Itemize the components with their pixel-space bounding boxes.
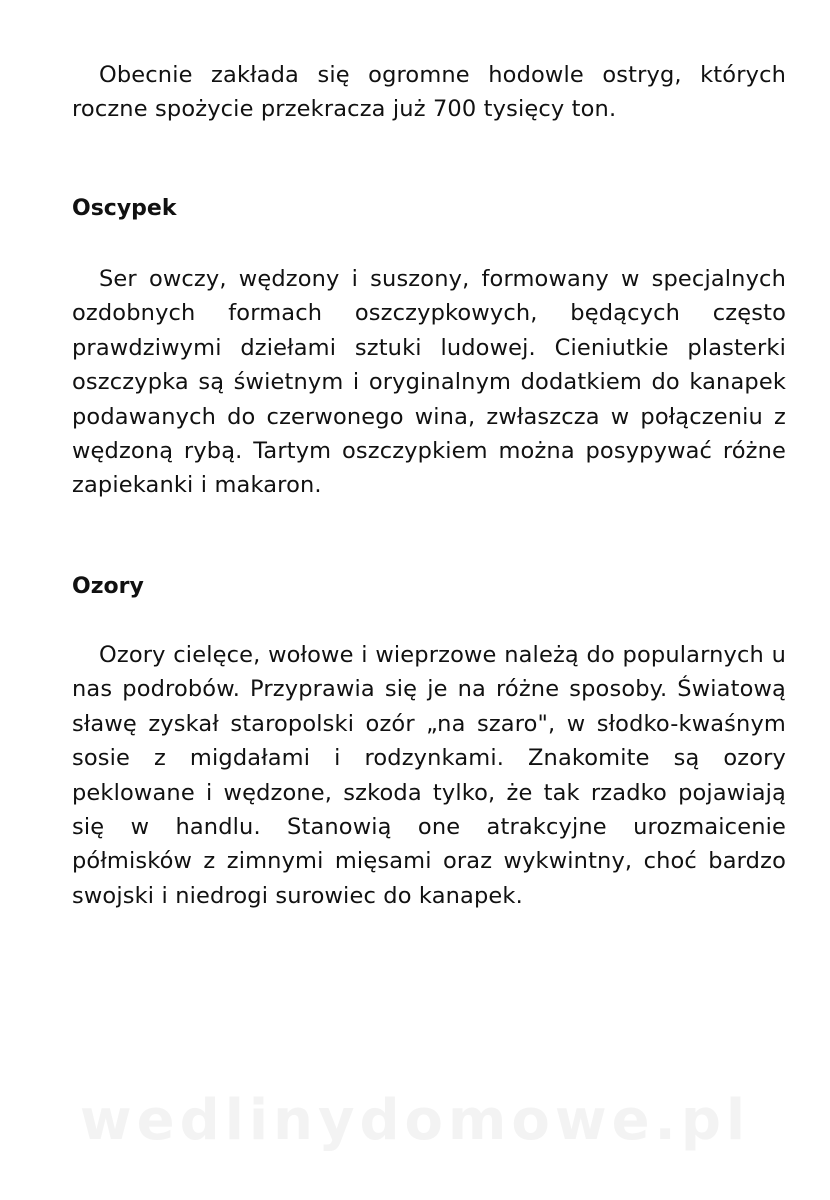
intro-paragraph: Obecnie zakłada się ogromne hodowle ostryg, których roczne spożycie przekracza już 700 tysięcy ton. — [72, 62, 786, 123]
section-heading-oscypek: Oscypek — [72, 196, 177, 221]
watermark: wedlinydomowe.pl — [79, 1088, 751, 1153]
section-heading-ozory: Ozory — [72, 574, 144, 599]
section-paragraph-ozory: Ozory cielęce, wołowe i wieprzowe należą do popularnych u nas podrobów. Przyprawia się je na różne sposoby. Światową sławę zyskał staropolski ozór „na szaro", w słodko-kwaśnym sosie z migdałami i rodzynkami. Znakomite są ozory peklowane i wędzone, szkoda tylko, że tak rzadko pojawiają się w handlu. Stanowią one atrakcyjne urozmaicenie półmisków z zimnymi mięsami oraz wykwintny, choć bardzo swojski i niedrogi surowiec do kanapek. — [72, 642, 786, 909]
section-paragraph-oscypek: Ser owczy, wędzony i suszony, formowany w specjalnych ozdobnych formach oszczypkowych, będących często prawdziwymi dziełami sztuki ludowej. Cieniutkie plasterki oszczypka są świetnym i oryginalnym dodatkiem do kanapek podawanych do czerwonego wina, zwłaszcza w połączeniu z wędzoną rybą. Tartym oszczypkiem można posypywać różne zapiekanki i makaron. — [72, 266, 786, 499]
